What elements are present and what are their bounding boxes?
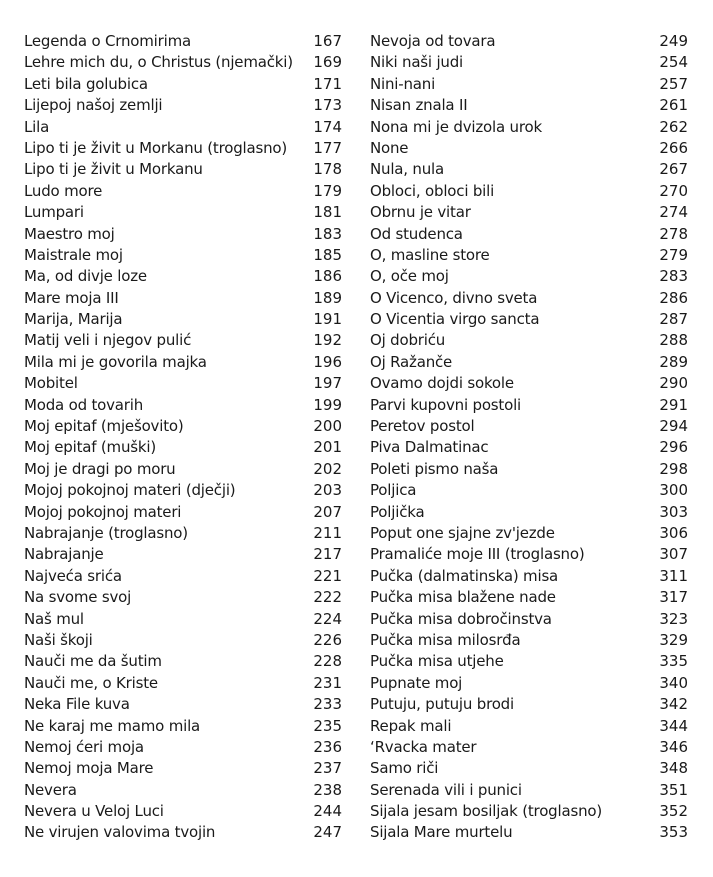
entry-page-number: 342 (659, 695, 688, 714)
entry-title: Nisan znala II (370, 96, 468, 115)
entry-title: Lehre mich du, o Christus (njemački) (24, 53, 293, 72)
entry-page-number: 233 (313, 695, 342, 714)
entry-page-number: 177 (313, 138, 342, 157)
entry-title: Neka File kuva (24, 695, 130, 714)
entry-page-number: 351 (659, 780, 688, 799)
entry-page-number: 238 (313, 780, 342, 799)
entry-page-number: 279 (659, 245, 688, 264)
entry-page-number: 283 (659, 267, 688, 286)
entry-page-number: 244 (313, 802, 342, 821)
entry-title: Naš mul (24, 609, 84, 628)
entry-title: ‘Rvacka mater (370, 737, 477, 756)
index-entry (370, 673, 688, 694)
entry-title: Ma, od divje loze (24, 267, 147, 286)
entry-page-number: 222 (313, 588, 342, 607)
entry-page-number: 340 (659, 673, 688, 692)
entry-page-number: 231 (313, 673, 342, 692)
entry-title: Nemoj ćeri moja (24, 737, 144, 756)
index-entry (24, 716, 342, 737)
entry-title: Obloci, obloci bili (370, 181, 495, 200)
index-entry (370, 437, 688, 458)
index-entry (370, 373, 688, 394)
entry-title: O, masline store (370, 245, 490, 264)
entry-page-number: 296 (659, 438, 688, 457)
entry-title: Oj dobriću (370, 331, 446, 350)
entry-title: None (370, 138, 409, 157)
entry-title: Pramaliće moje III (troglasno) (370, 545, 585, 564)
index-entry (24, 395, 342, 416)
entry-title: Ludo more (24, 181, 103, 200)
index-entry (24, 609, 342, 630)
index-entry (370, 566, 688, 587)
index-entry (370, 801, 688, 822)
entry-page-number: 203 (313, 481, 342, 500)
index-entry (370, 95, 688, 116)
entry-title: Pupnate moj (370, 673, 463, 692)
entry-page-number: 236 (313, 737, 342, 756)
entry-title: Mojoj pokojnoj materi (dječji) (24, 481, 236, 500)
index-entry (370, 523, 688, 544)
entry-title: O Vicenco, divno sveta (370, 288, 538, 307)
index-entry (24, 780, 342, 801)
entry-title: Oj Ražanče (370, 352, 453, 371)
index-entry (24, 566, 342, 587)
index-entry (24, 630, 342, 651)
entry-title: Nona mi je dvizola urok (370, 117, 542, 136)
entry-page-number: 228 (313, 652, 342, 671)
entry-title: Putuju, putuju brodi (370, 695, 514, 714)
entry-page-number: 207 (313, 502, 342, 521)
entry-title: Od studenca (370, 224, 463, 243)
entry-page-number: 267 (659, 160, 688, 179)
entry-page-number: 174 (313, 117, 342, 136)
entry-page-number: 249 (659, 32, 688, 50)
entry-title: Pučka misa milosrđa (370, 630, 521, 649)
entry-title: Pučka (dalmatinska) misa (370, 566, 559, 585)
index-entry (370, 330, 688, 351)
entry-page-number: 167 (313, 32, 342, 50)
entry-title: Mojoj pokojnoj materi (24, 502, 182, 521)
index-entry (370, 716, 688, 737)
entry-page-number: 266 (659, 138, 688, 157)
entry-title: Naši škoji (24, 630, 93, 649)
entry-page-number: 211 (313, 523, 342, 542)
entry-page-number: 287 (659, 310, 688, 329)
index-entry (24, 181, 342, 202)
entry-page-number: 311 (659, 566, 688, 585)
entry-page-number: 353 (659, 823, 688, 842)
entry-title: O, oče moj (370, 267, 449, 286)
index-entry (24, 138, 342, 159)
entry-title: Matij veli i njegov pulić (24, 331, 192, 350)
index-entry (24, 352, 342, 373)
entry-page-number: 257 (659, 74, 688, 93)
entry-title: Sijala Mare murtelu (370, 823, 513, 842)
entry-page-number: 235 (313, 716, 342, 735)
entry-page-number: 199 (313, 395, 342, 414)
index-entry (370, 352, 688, 373)
entry-title: Poleti pismo naša (370, 459, 499, 478)
entry-page-number: 262 (659, 117, 688, 136)
index-entry (370, 737, 688, 758)
index-entry (370, 31, 688, 52)
index-entry (24, 437, 342, 458)
index-entry (24, 245, 342, 266)
index-entry (24, 117, 342, 138)
entry-page-number: 200 (313, 417, 342, 436)
entry-page-number: 329 (659, 630, 688, 649)
entry-title: Ne virujen valovima tvojin (24, 823, 216, 842)
entry-title: Nevera (24, 780, 77, 799)
entry-page-number: 278 (659, 224, 688, 243)
entry-page-number: 352 (659, 802, 688, 821)
index-entry (24, 309, 342, 330)
entry-page-number: 185 (313, 245, 342, 264)
entry-title: Serenada vili i punici (370, 780, 522, 799)
entry-title: Niki naši judi (370, 53, 464, 72)
entry-title: Lipo ti je živit u Morkanu (troglasno) (24, 138, 288, 157)
entry-title: Poljica (370, 481, 417, 500)
entry-page-number: 261 (659, 96, 688, 115)
entry-page-number: 237 (313, 759, 342, 778)
entry-title: Legenda o Crnomirima (24, 32, 191, 50)
entry-page-number: 323 (659, 609, 688, 628)
index-entry (370, 758, 688, 779)
entry-page-number: 169 (313, 53, 342, 72)
entry-title: Lijepoj našoj zemlji (24, 96, 163, 115)
index-entry (24, 801, 342, 822)
index-entry (370, 138, 688, 159)
entry-page-number: 286 (659, 288, 688, 307)
entry-page-number: 191 (313, 310, 342, 329)
index-entry (24, 822, 342, 843)
index-entry (370, 780, 688, 801)
index-entry (370, 694, 688, 715)
index-entry (24, 544, 342, 565)
entry-title: Marija, Marija (24, 310, 123, 329)
index-entry (24, 502, 342, 523)
index-entry (370, 288, 688, 309)
entry-page-number: 181 (313, 203, 342, 222)
entry-page-number: 335 (659, 652, 688, 671)
index-entry (24, 480, 342, 501)
index-entry (370, 309, 688, 330)
entry-title: Nauči me da šutim (24, 652, 162, 671)
entry-title: Obrnu je vitar (370, 203, 471, 222)
entry-title: Nemoj moja Mare (24, 759, 154, 778)
entry-page-number: 183 (313, 224, 342, 243)
entry-title: Moj epitaf (muški) (24, 438, 156, 457)
entry-title: Piva Dalmatinac (370, 438, 489, 457)
entry-title: Lipo ti je živit u Morkanu (24, 160, 203, 179)
entry-page-number: 197 (313, 374, 342, 393)
entry-page-number: 289 (659, 352, 688, 371)
index-entry (370, 630, 688, 651)
entry-title: Nini-nani (370, 74, 436, 93)
entry-page-number: 298 (659, 459, 688, 478)
entry-page-number: 274 (659, 203, 688, 222)
index-entry (370, 502, 688, 523)
entry-title: Pučka misa blažene nade (370, 588, 556, 607)
entry-page-number: 224 (313, 609, 342, 628)
entry-title: Leti bila golubica (24, 74, 148, 93)
index-entry (24, 673, 342, 694)
index-entry (370, 822, 688, 843)
index-entry (24, 651, 342, 672)
index-entry (370, 202, 688, 223)
entry-title: Poljička (370, 502, 425, 521)
entry-page-number: 344 (659, 716, 688, 735)
entry-page-number: 291 (659, 395, 688, 414)
entry-title: Nabrajanje (troglasno) (24, 523, 188, 542)
entry-page-number: 254 (659, 53, 688, 72)
index-entry (370, 459, 688, 480)
index-entry (24, 52, 342, 73)
entry-page-number: 221 (313, 566, 342, 585)
entry-page-number: 202 (313, 459, 342, 478)
index-entry (24, 159, 342, 180)
entry-title: Nevoja od tovara (370, 32, 496, 50)
entry-page-number: 317 (659, 588, 688, 607)
entry-page-number: 179 (313, 181, 342, 200)
index-entry (370, 74, 688, 95)
index-entry (24, 74, 342, 95)
entry-title: Lumpari (24, 203, 84, 222)
index-entry (370, 395, 688, 416)
index-entry (24, 737, 342, 758)
index-entry (24, 95, 342, 116)
entry-page-number: 192 (313, 331, 342, 350)
index-column-left (24, 31, 342, 844)
entry-page-number: 196 (313, 352, 342, 371)
entry-title: Sijala jesam bosiljak (troglasno) (370, 802, 603, 821)
index-entry (370, 587, 688, 608)
index-entry (24, 523, 342, 544)
entry-page-number: 201 (313, 438, 342, 457)
index-entry (24, 202, 342, 223)
entry-title: Moj je dragi po moru (24, 459, 176, 478)
index-entry (24, 224, 342, 245)
index-column-right (370, 31, 688, 844)
entry-title: Peretov postol (370, 417, 475, 436)
entry-page-number: 186 (313, 267, 342, 286)
entry-page-number: 294 (659, 417, 688, 436)
entry-title: O Vicentia virgo sancta (370, 310, 540, 329)
index-entry (24, 31, 342, 52)
index-entry (24, 416, 342, 437)
entry-title: Maestro moj (24, 224, 115, 243)
entry-page-number: 348 (659, 759, 688, 778)
entry-page-number: 303 (659, 502, 688, 521)
entry-page-number: 173 (313, 96, 342, 115)
entry-title: Poput one sjajne zv'jezde (370, 523, 555, 542)
entry-page-number: 217 (313, 545, 342, 564)
entry-page-number: 288 (659, 331, 688, 350)
index-entry (24, 266, 342, 287)
index-entry (370, 266, 688, 287)
entry-title: Nauči me, o Kriste (24, 673, 158, 692)
entry-page-number: 247 (313, 823, 342, 842)
index-entry (370, 651, 688, 672)
index-entry (370, 609, 688, 630)
index-entry (24, 373, 342, 394)
entry-page-number: 306 (659, 523, 688, 542)
index-entry (370, 52, 688, 73)
entry-title: Maistrale moj (24, 245, 123, 264)
index-entry (370, 245, 688, 266)
entry-page-number: 290 (659, 374, 688, 393)
index-entry (24, 694, 342, 715)
index-entry (370, 480, 688, 501)
entry-title: Pučka misa utjehe (370, 652, 504, 671)
entry-title: Nabrajanje (24, 545, 104, 564)
entry-title: Mobitel (24, 374, 78, 393)
entry-title: Nula, nula (370, 160, 444, 179)
entry-title: Mare moja III (24, 288, 119, 307)
entry-title: Nevera u Veloj Luci (24, 802, 164, 821)
entry-title: Moj epitaf (mješovito) (24, 417, 184, 436)
entry-page-number: 189 (313, 288, 342, 307)
entry-title: Parvi kupovni postoli (370, 395, 522, 414)
index-entry (370, 416, 688, 437)
entry-title: Pučka misa dobročinstva (370, 609, 552, 628)
index-entry (24, 330, 342, 351)
entry-title: Ovamo dojdi sokole (370, 374, 514, 393)
index-entry (24, 288, 342, 309)
index-entry (24, 459, 342, 480)
index-entry (370, 159, 688, 180)
entry-page-number: 346 (659, 737, 688, 756)
index-entry (370, 181, 688, 202)
entry-title: Na svome svoj (24, 588, 132, 607)
entry-title: Lila (24, 117, 50, 136)
entry-page-number: 178 (313, 160, 342, 179)
index-entry (370, 117, 688, 138)
index-entry (24, 758, 342, 779)
index-entry (24, 587, 342, 608)
entry-title: Najveća srića (24, 566, 122, 585)
entry-title: Mila mi je govorila majka (24, 352, 207, 371)
entry-title: Moda od tovarih (24, 395, 144, 414)
entry-title: Ne karaj me mamo mila (24, 716, 201, 735)
entry-title: Samo riči (370, 759, 439, 778)
entry-page-number: 300 (659, 481, 688, 500)
entry-page-number: 307 (659, 545, 688, 564)
entry-page-number: 171 (313, 74, 342, 93)
entry-title: Repak mali (370, 716, 452, 735)
entry-page-number: 226 (313, 630, 342, 649)
index-entry (370, 544, 688, 565)
index-entry (370, 224, 688, 245)
entry-page-number: 270 (659, 181, 688, 200)
